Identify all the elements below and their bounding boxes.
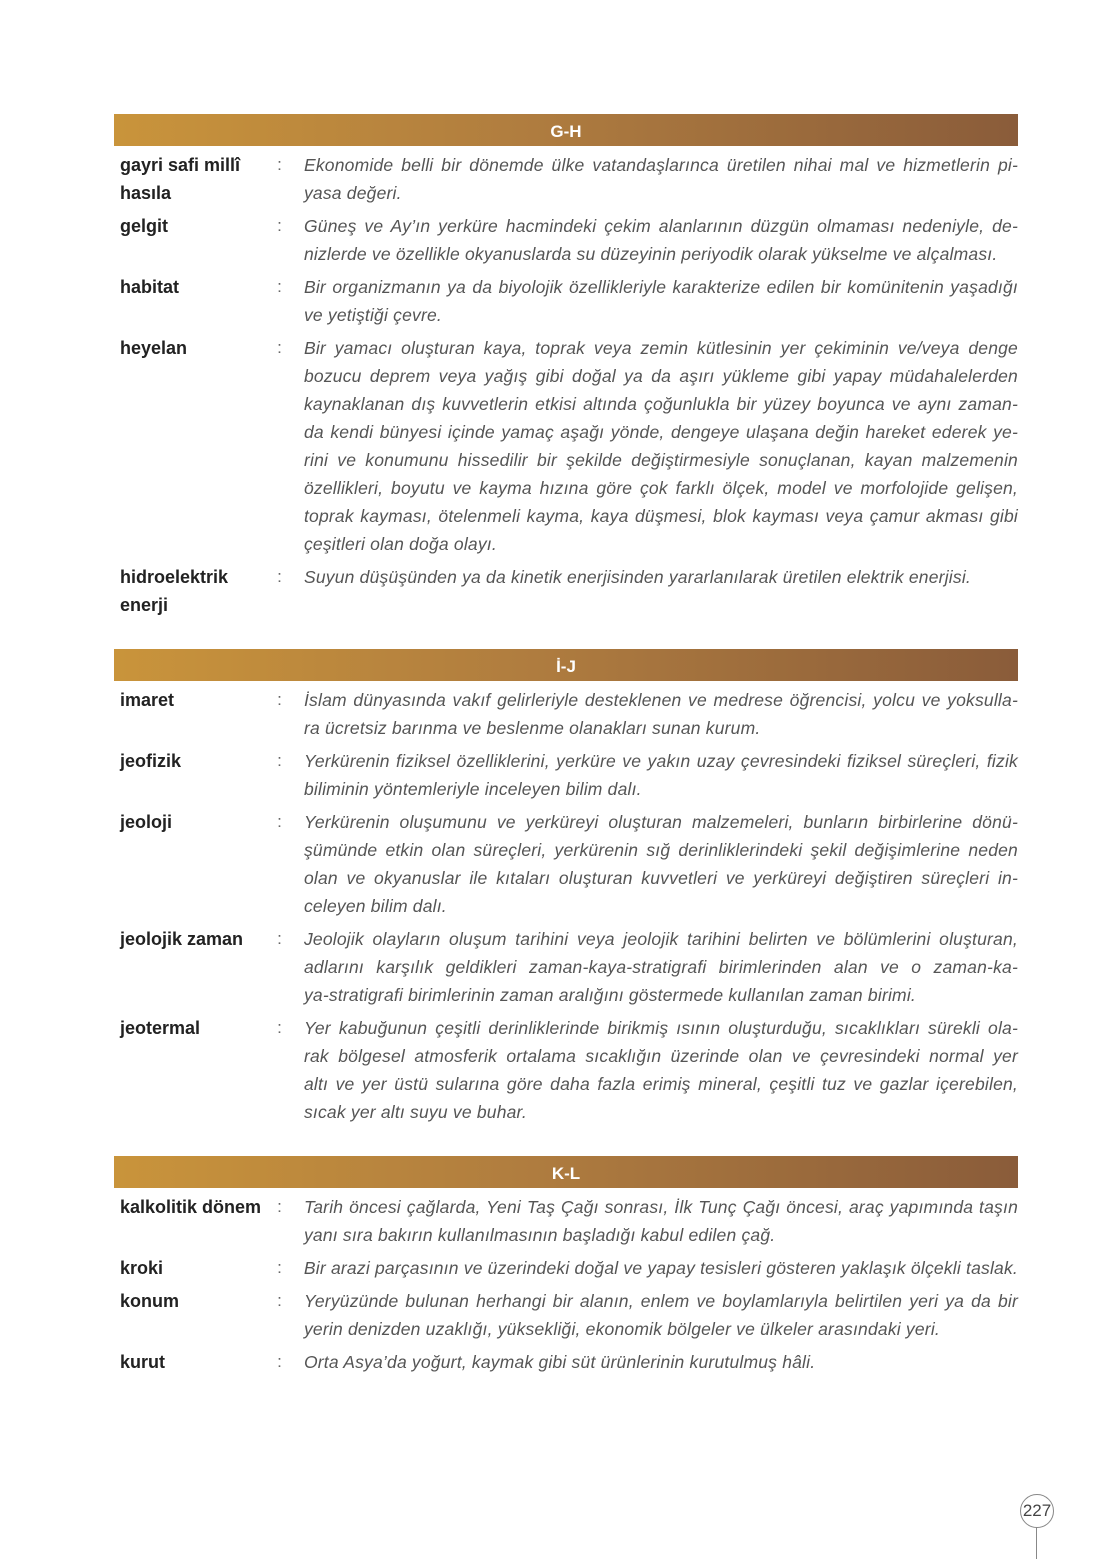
glossary-section	[114, 114, 1018, 619]
term-line: gayri safi millî	[120, 155, 241, 175]
glossary-entry	[114, 1254, 1018, 1282]
definition-line: ya-stratigrafi birimlerinin zaman aralığını göstermede kullanılan zaman birimi.	[303, 985, 916, 1005]
separator-colon: :	[277, 216, 282, 235]
entry-definition	[304, 808, 1018, 920]
definition-line: Jeolojik olayların oluşum tarihini veya jeolojik tarihini belirten ve bölümlerini oluşturan,	[303, 929, 1018, 949]
term-line: hasıla	[120, 183, 172, 203]
definition-line: Yerkürenin fiziksel özelliklerini, yerküre ve yakın uzay çevresindeki fiziksel süreçleri, fizik	[303, 751, 1018, 771]
definition-line: şümünde etkin olan süreçleri, yerkürenin sığ derinliklerindeki şekil değişimlerine neden	[303, 840, 1018, 860]
term-line: imaret	[120, 690, 175, 710]
separator-colon: :	[277, 929, 282, 948]
separator-colon: :	[277, 567, 282, 586]
entry-definition	[304, 273, 1018, 329]
separator-colon: :	[277, 155, 282, 174]
definition-line: olan ve okyanuslar ile kıtaları oluşturan kuvvetleri ve yerküreyi değiştiren süreçleri in-	[303, 868, 1018, 888]
glossary-section	[114, 1156, 1018, 1376]
entry-definition	[304, 212, 1018, 268]
page-number: 227	[1020, 1494, 1054, 1528]
glossary-entry	[114, 686, 1018, 742]
glossary-entry	[114, 212, 1018, 268]
separator-colon: :	[277, 690, 282, 709]
glossary-entry	[114, 1287, 1018, 1343]
entry-definition	[304, 563, 1018, 619]
entry-definition	[304, 1193, 1018, 1249]
entry-term	[114, 808, 277, 920]
definition-line: çeşitleri olan doğa olayı.	[303, 534, 497, 554]
glossary-entry	[114, 925, 1018, 1009]
entry-definition	[304, 151, 1018, 207]
definition-line: Suyun düşüşünden ya da kinetik enerjisinden yararlanılarak üretilen elektrik enerjisi.	[303, 567, 971, 587]
term-line: konum	[120, 1291, 180, 1311]
separator-colon: :	[277, 277, 282, 296]
definition-line: Güneş ve Ay’ın yerküre hacmindeki çekim alanlarının düzgün olmaması nedeniyle, de-	[303, 216, 1018, 236]
term-line: kroki	[120, 1258, 164, 1278]
term-line: gelgit	[120, 216, 168, 236]
term-line: jeofizik	[120, 751, 182, 771]
entry-term	[114, 334, 277, 558]
glossary-entry	[114, 334, 1018, 558]
term-line: kalkolitik dönem	[120, 1197, 262, 1217]
entry-definition	[304, 686, 1018, 742]
definition-line: Orta Asya’da yoğurt, kaymak gibi süt ürünlerinin kurutulmuş hâli.	[303, 1352, 816, 1372]
entry-definition	[304, 925, 1018, 1009]
separator-colon: :	[277, 1258, 282, 1277]
entry-term	[114, 273, 277, 329]
definition-line: sıcak yer altı suyu ve buhar.	[303, 1102, 527, 1122]
entry-definition	[304, 1014, 1018, 1126]
definition-line: rak bölgesel atmosferik ortalama sıcaklığın üzerinde olan ve çevresindeki normal yer	[303, 1046, 1018, 1066]
definition-line: Yeryüzünde bulunan herhangi bir alanın, enlem ve boylamlarıyla belirtilen yeri ya da bir	[303, 1291, 1018, 1311]
definition-line: ra ücretsiz barınma ve beslenme olanakları sunan kurum.	[303, 718, 761, 738]
entry-definition	[304, 1254, 1018, 1282]
entry-definition	[304, 334, 1018, 558]
term-line: habitat	[120, 277, 180, 297]
entry-term	[114, 925, 277, 1009]
definition-line: ve yetiştiği çevre.	[303, 305, 442, 325]
section-heading: G-H	[114, 114, 1018, 146]
definition-line: celeyen bilim dalı.	[303, 896, 447, 916]
separator-colon: :	[277, 338, 282, 357]
definition-line: Bir arazi parçasının ve üzerindeki doğal ve yapay tesisleri gösteren yaklaşık ölçekli taslak.	[303, 1258, 1018, 1278]
definition-line: İslam dünyasında vakıf gelirleriyle desteklenen ve medrese öğrencisi, yolcu ve yoksulla-	[303, 690, 1018, 710]
definition-line: altı ve yer üstü sularına göre daha fazla erimiş mineral, çeşitli tuz ve gazlar içerebilen,	[303, 1074, 1018, 1094]
entry-term	[114, 1287, 277, 1343]
definition-line: bozucu deprem veya yağış gibi doğal ya da aşırı yükleme gibi yapay müdahalelerden	[303, 366, 1018, 386]
definition-line: yasa değeri.	[303, 183, 402, 203]
section-heading: K-L	[114, 1156, 1018, 1188]
glossary-content	[114, 114, 1018, 1406]
glossary-entry	[114, 563, 1018, 619]
section-heading: İ-J	[114, 649, 1018, 681]
entry-term	[114, 151, 277, 207]
glossary-entry	[114, 273, 1018, 329]
glossary-section	[114, 649, 1018, 1126]
glossary-entry	[114, 1348, 1018, 1376]
glossary-entry	[114, 747, 1018, 803]
entry-term	[114, 1014, 277, 1126]
separator-colon: :	[277, 751, 282, 770]
definition-line: Bir organizmanın ya da biyolojik özellikleriyle karakterize edilen bir komünitenin yaşadığı	[303, 277, 1018, 297]
term-line: kurut	[120, 1352, 165, 1372]
definition-line: rini ve konumunu hissedilir bir şekilde değiştirmesiyle sonuçlanan, kayan malzemenin	[303, 450, 1018, 470]
entry-term	[114, 1348, 277, 1376]
definition-line: Yer kabuğunun çeşitli derinliklerinde birikmiş ısının oluşturduğu, sıcaklıkları sürekli ola-	[303, 1018, 1018, 1038]
separator-colon: :	[277, 1291, 282, 1310]
glossary-entry	[114, 1193, 1018, 1249]
definition-line: özellikleri, boyutu ve kayma hızına göre çok farklı ölçek, model ve morfolojide gelişen,	[303, 478, 1018, 498]
entry-term	[114, 747, 277, 803]
entry-term	[114, 212, 277, 268]
definition-line: adlarını karşılık geldikleri zaman-kaya-stratigrafi birimlerinden alan ve o zaman-ka-	[303, 957, 1018, 977]
term-line: hidroelektrik	[120, 567, 229, 587]
definition-line: Bir yamacı oluşturan kaya, toprak veya zemin kütlesinin yer çekiminin ve/veya denge	[303, 338, 1018, 358]
entry-definition	[304, 1348, 1018, 1376]
entry-definition	[304, 747, 1018, 803]
glossary-entry	[114, 151, 1018, 207]
definition-line: Tarih öncesi çağlarda, Yeni Taş Çağı sonrası, İlk Tunç Çağı öncesi, araç yapımında taşın	[303, 1197, 1018, 1217]
definition-line: toprak kayması, ötelenmeli kayma, kaya düşmesi, blok kayması veya çamur akması gibi	[303, 506, 1018, 526]
entry-definition	[304, 1287, 1018, 1343]
entry-term	[114, 1193, 277, 1249]
separator-colon: :	[277, 812, 282, 831]
entry-term	[114, 563, 277, 619]
separator-colon: :	[277, 1018, 282, 1037]
definition-line: Yerkürenin oluşumunu ve yerküreyi oluşturan malzemeleri, bunların birbirlerine dönü-	[303, 812, 1018, 832]
term-line: heyelan	[120, 338, 188, 358]
definition-line: yerin denizden uzaklığı, yüksekliği, ekonomik bölgeler ve ülkeler arasındaki yeri.	[303, 1319, 940, 1339]
definition-line: Ekonomide belli bir dönemde ülke vatandaşlarınca üretilen nihai mal ve hizmetlerin pi-	[303, 155, 1018, 175]
separator-colon: :	[277, 1352, 282, 1371]
definition-line: da kendi bünyesi içinde yamaç aşağı yönde, dengeye ulaşana değin hareket ederek ye-	[303, 422, 1018, 442]
definition-line: nizlerde ve özellikle okyanuslarda su düzeyinin periyodik olarak yükselme ve alçalması.	[303, 244, 998, 264]
separator-colon: :	[277, 1197, 282, 1216]
definition-line: biliminin yöntemleriyle inceleyen bilim dalı.	[303, 779, 642, 799]
glossary-entry	[114, 1014, 1018, 1126]
page-number-line	[1036, 1527, 1037, 1559]
term-line: enerji	[120, 595, 169, 615]
term-line: jeoloji	[120, 812, 173, 832]
glossary-entry	[114, 808, 1018, 920]
definition-line: yanı sıra bakırın kullanılmasının başladığı kabul edilen çağ.	[303, 1225, 776, 1245]
definition-line: kaynaklanan dış kuvvetlerin etkisi altında çoğunlukla bir yüzey boyunca ve aynı zaman-	[303, 394, 1018, 414]
term-line: jeolojik zaman	[120, 929, 244, 949]
entry-term	[114, 686, 277, 742]
term-line: jeotermal	[120, 1018, 201, 1038]
entry-term	[114, 1254, 277, 1282]
